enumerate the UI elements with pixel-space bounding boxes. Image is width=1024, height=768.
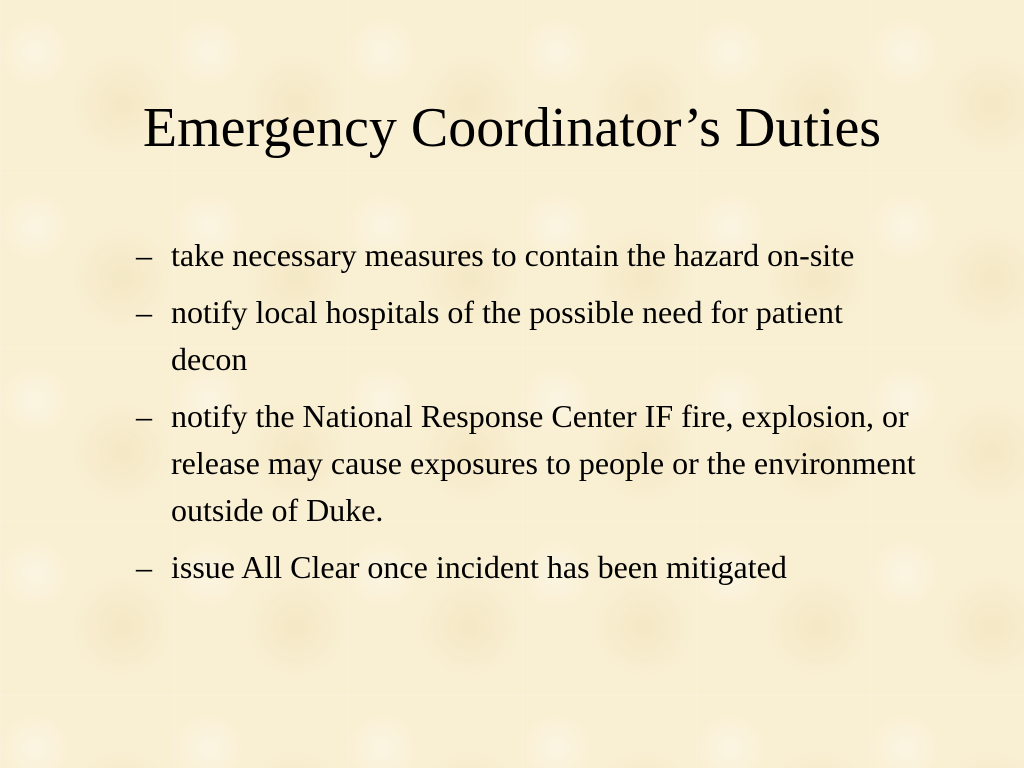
bullet-item bbox=[136, 544, 926, 591]
bullet-dash: – bbox=[136, 294, 152, 330]
bullet-dash: – bbox=[136, 237, 152, 273]
bullet-text: notify local hospitals of the possible need for patient decon bbox=[171, 294, 843, 377]
slide-title: Emergency Coordinator’s Duties bbox=[142, 97, 882, 159]
bullet-text: notify the National Response Center IF fire, explosion, or release may cause exposures to people or the environment outside of Duke. bbox=[171, 398, 916, 528]
bullet-item bbox=[136, 232, 926, 279]
bullet-item bbox=[136, 289, 926, 383]
bullet-item bbox=[136, 393, 926, 534]
bullet-text: take necessary measures to contain the hazard on-site bbox=[171, 237, 855, 273]
bullet-dash: – bbox=[136, 398, 152, 434]
bullet-dash: – bbox=[136, 549, 152, 585]
bullet-list bbox=[136, 232, 926, 601]
bullet-text: issue All Clear once incident has been mitigated bbox=[171, 549, 787, 585]
